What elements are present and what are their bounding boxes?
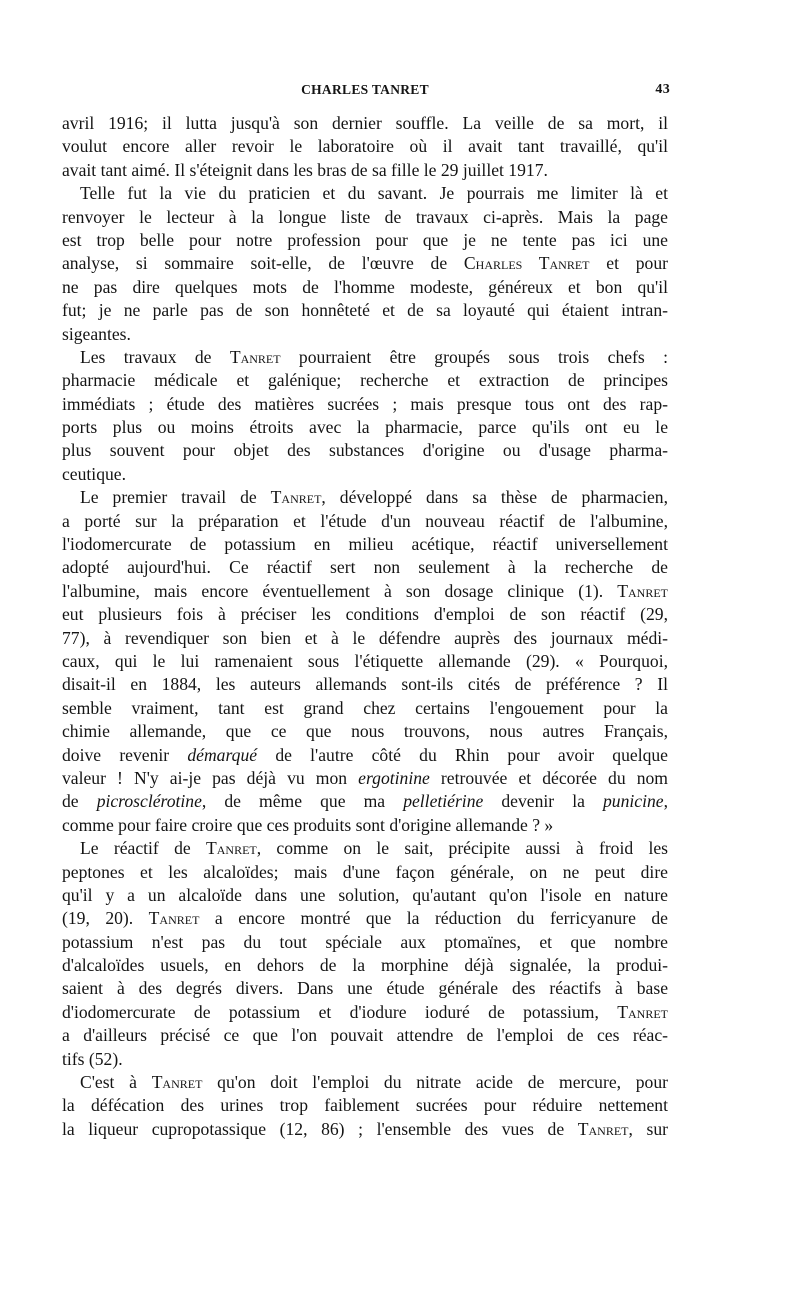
text-line: [62, 1071, 668, 1094]
text-line: [62, 1024, 668, 1047]
text-segment: a encore montré que la réduction du ferricyanure de: [199, 908, 668, 929]
emphasis-text: punicine: [603, 791, 664, 812]
text-segment: qu'il y a un alcaloïde dans une solution, qu'autant qu'on l'isole en nature: [62, 884, 668, 905]
text-line: [62, 907, 668, 930]
text-line: [62, 182, 668, 205]
text-line: [62, 112, 668, 135]
text-line: [62, 556, 668, 579]
text-segment: l'albumine, mais encore éventuellement à son dosage clinique (1).: [62, 580, 618, 601]
text-line: [62, 603, 668, 626]
text-line: [62, 861, 668, 884]
text-segment: d'iodomercurate de potassium et d'iodure ioduré de potassium,: [62, 1001, 618, 1022]
text-segment: C'est à: [80, 1072, 152, 1093]
author-name: Tanret: [617, 1001, 668, 1022]
text-segment: comme pour faire croire que ces produits sont d'origine allemande ? »: [62, 814, 554, 835]
text-line: [62, 346, 668, 369]
text-line: [62, 931, 668, 954]
text-line: [62, 510, 668, 533]
text-line: [62, 416, 668, 439]
text-segment: , développé dans sa thèse de pharmacien,: [321, 487, 668, 508]
text-line: [62, 299, 668, 322]
text-segment: pourraient être groupés sous trois chefs :: [280, 346, 668, 367]
text-segment: pharmacie médicale et galénique; recherche et extraction de principes: [62, 370, 668, 391]
text-segment: , sur: [628, 1118, 668, 1139]
text-line: [62, 814, 668, 837]
author-name: Tanret: [617, 580, 668, 601]
text-segment: analyse, si sommaire soit-elle, de l'œuvre de: [62, 253, 464, 274]
text-line: [62, 463, 668, 486]
author-name: Tanret: [270, 487, 322, 508]
text-segment: ports plus ou moins étroits avec la pharmacie, parce qu'ils ont eu le: [62, 417, 668, 438]
text-segment: voulut encore aller revoir le laboratoire où il avait tant travaillé, qu'il: [62, 136, 668, 157]
text-segment: avril 1916; il lutta jusqu'à son dernier souffle. La veille de sa mort, il: [62, 113, 668, 133]
text-line: [62, 954, 668, 977]
text-segment: 77), à revendiquer son bien et à le défendre auprès des journaux médi-: [62, 627, 668, 648]
text-segment: de l'autre côté du Rhin pour avoir quelque: [257, 744, 668, 765]
text-segment: adopté aujourd'hui. Ce réactif sert non seulement à la recherche de: [62, 557, 668, 578]
text-segment: retrouvée et décorée du nom: [429, 767, 668, 788]
body-text: [62, 112, 668, 1141]
text-line: [62, 1001, 668, 1024]
text-line: [62, 977, 668, 1000]
emphasis-text: ergotinine: [358, 767, 430, 788]
text-line: [62, 627, 668, 650]
text-line: [62, 159, 668, 182]
text-segment: ,: [663, 791, 668, 812]
text-segment: la défécation des urines trop faiblement sucrées pour réduire nettement: [62, 1095, 668, 1116]
text-line: [62, 580, 668, 603]
text-segment: d'alcaloïdes usuels, en dehors de la morphine déjà signalée, la produi-: [62, 955, 668, 976]
text-line: [62, 276, 668, 299]
text-segment: sigeantes.: [62, 323, 131, 344]
text-segment: disait-il en 1884, les auteurs allemands sont-ils cités de préférence ? Il: [62, 674, 668, 695]
text-line: [62, 229, 668, 252]
text-segment: , comme on le sait, précipite aussi à froid les: [256, 838, 668, 859]
text-segment: la liqueur cupropotassique (12, 86) ; l'ensemble des vues de: [62, 1118, 578, 1139]
text-line: [62, 393, 668, 416]
running-head: [60, 82, 670, 102]
text-segment: potassium n'est pas du tout spéciale aux ptomaïnes, et que nombre: [62, 931, 668, 952]
text-segment: eut plusieurs fois à préciser les conditions d'emploi de son réactif (29,: [62, 604, 668, 625]
text-segment: a porté sur la préparation et l'étude d'un nouveau réactif de l'albumine,: [62, 510, 668, 531]
text-line: [62, 533, 668, 556]
text-segment: Telle fut la vie du praticien et du savant. Je pourrais me limiter là et: [80, 183, 668, 204]
text-segment: et pour: [589, 253, 668, 274]
text-line: [62, 650, 668, 673]
author-name: Charles Tanret: [463, 253, 590, 274]
text-segment: fut; je ne parle pas de son honnêteté et de sa loyauté qui étaient intran-: [62, 300, 668, 321]
text-line: [62, 439, 668, 462]
text-segment: ne pas dire quelques mots de l'homme modeste, généreux et bon qu'il: [62, 276, 668, 297]
text-segment: tifs (52).: [62, 1048, 123, 1069]
text-line: [62, 206, 668, 229]
text-segment: l'iodomercurate de potassium en milieu acétique, réactif universellement: [62, 534, 668, 555]
text-line: [62, 790, 668, 813]
text-segment: doive revenir: [62, 744, 188, 765]
text-segment: qu'on doit l'emploi du nitrate acide de mercure, pour: [202, 1072, 668, 1093]
text-line: [62, 252, 668, 275]
text-segment: Le réactif de: [80, 838, 206, 859]
text-line: [62, 486, 668, 509]
text-line: [62, 135, 668, 158]
text-segment: Le premier travail de: [80, 487, 271, 508]
page-number: 43: [655, 82, 670, 97]
text-segment: est trop belle pour notre profession pour que je ne tente pas ici une: [62, 229, 668, 250]
text-segment: immédiats ; étude des matières sucrées ; mais presque tous ont des rap-: [62, 393, 668, 414]
text-line: [62, 720, 668, 743]
text-line: [62, 767, 668, 790]
running-title: CHARLES TANRET: [301, 82, 429, 97]
emphasis-text: pelletiérine: [403, 791, 484, 812]
text-segment: valeur ! N'y ai-je pas déjà vu mon: [62, 767, 359, 788]
text-segment: , de même que ma: [201, 791, 404, 812]
text-segment: (19, 20).: [62, 908, 149, 929]
text-segment: Les travaux de: [80, 346, 230, 367]
text-segment: devenir la: [483, 791, 603, 812]
emphasis-text: picrosclérotine: [96, 791, 202, 812]
author-name: Tanret: [205, 838, 257, 859]
text-segment: a d'ailleurs précisé ce que l'on pouvait attendre de l'emploi de ces réac-: [62, 1025, 668, 1046]
text-line: [62, 1094, 668, 1117]
text-segment: renvoyer le lecteur à la longue liste de travaux ci-après. Mais la page: [62, 206, 668, 227]
text-line: [62, 323, 668, 346]
text-segment: avait tant aimé. Il s'éteignit dans les bras de sa fille le 29 juillet 1917.: [62, 159, 548, 180]
text-line: [62, 1118, 668, 1141]
author-name: Tanret: [151, 1072, 203, 1093]
text-line: [62, 673, 668, 696]
text-line: [62, 369, 668, 392]
text-segment: semble vraiment, tant est grand chez certains l'engouement pour la: [62, 697, 668, 718]
author-name: Tanret: [229, 346, 281, 367]
author-name: Tanret: [148, 908, 200, 929]
text-line: [62, 697, 668, 720]
author-name: Tanret: [577, 1118, 629, 1139]
text-line: [62, 1048, 668, 1071]
text-segment: plus souvent pour objet des substances d'origine ou d'usage pharma-: [62, 440, 668, 461]
text-segment: caux, qui le lui ramenaient sous l'étiquette allemande (29). « Pourquoi,: [62, 650, 668, 671]
text-segment: ceutique.: [62, 463, 126, 484]
text-segment: chimie allemande, que ce que nous trouvons, nous autres Français,: [62, 721, 668, 742]
emphasis-text: démarqué: [187, 744, 258, 765]
text-line: [62, 884, 668, 907]
text-line: [62, 744, 668, 767]
text-segment: peptones et les alcaloïdes; mais d'une façon générale, on ne peut dire: [62, 861, 668, 882]
text-segment: saient à des degrés divers. Dans une étude générale des réactifs à base: [62, 978, 668, 999]
text-line: [62, 837, 668, 860]
text-segment: de: [62, 791, 97, 812]
